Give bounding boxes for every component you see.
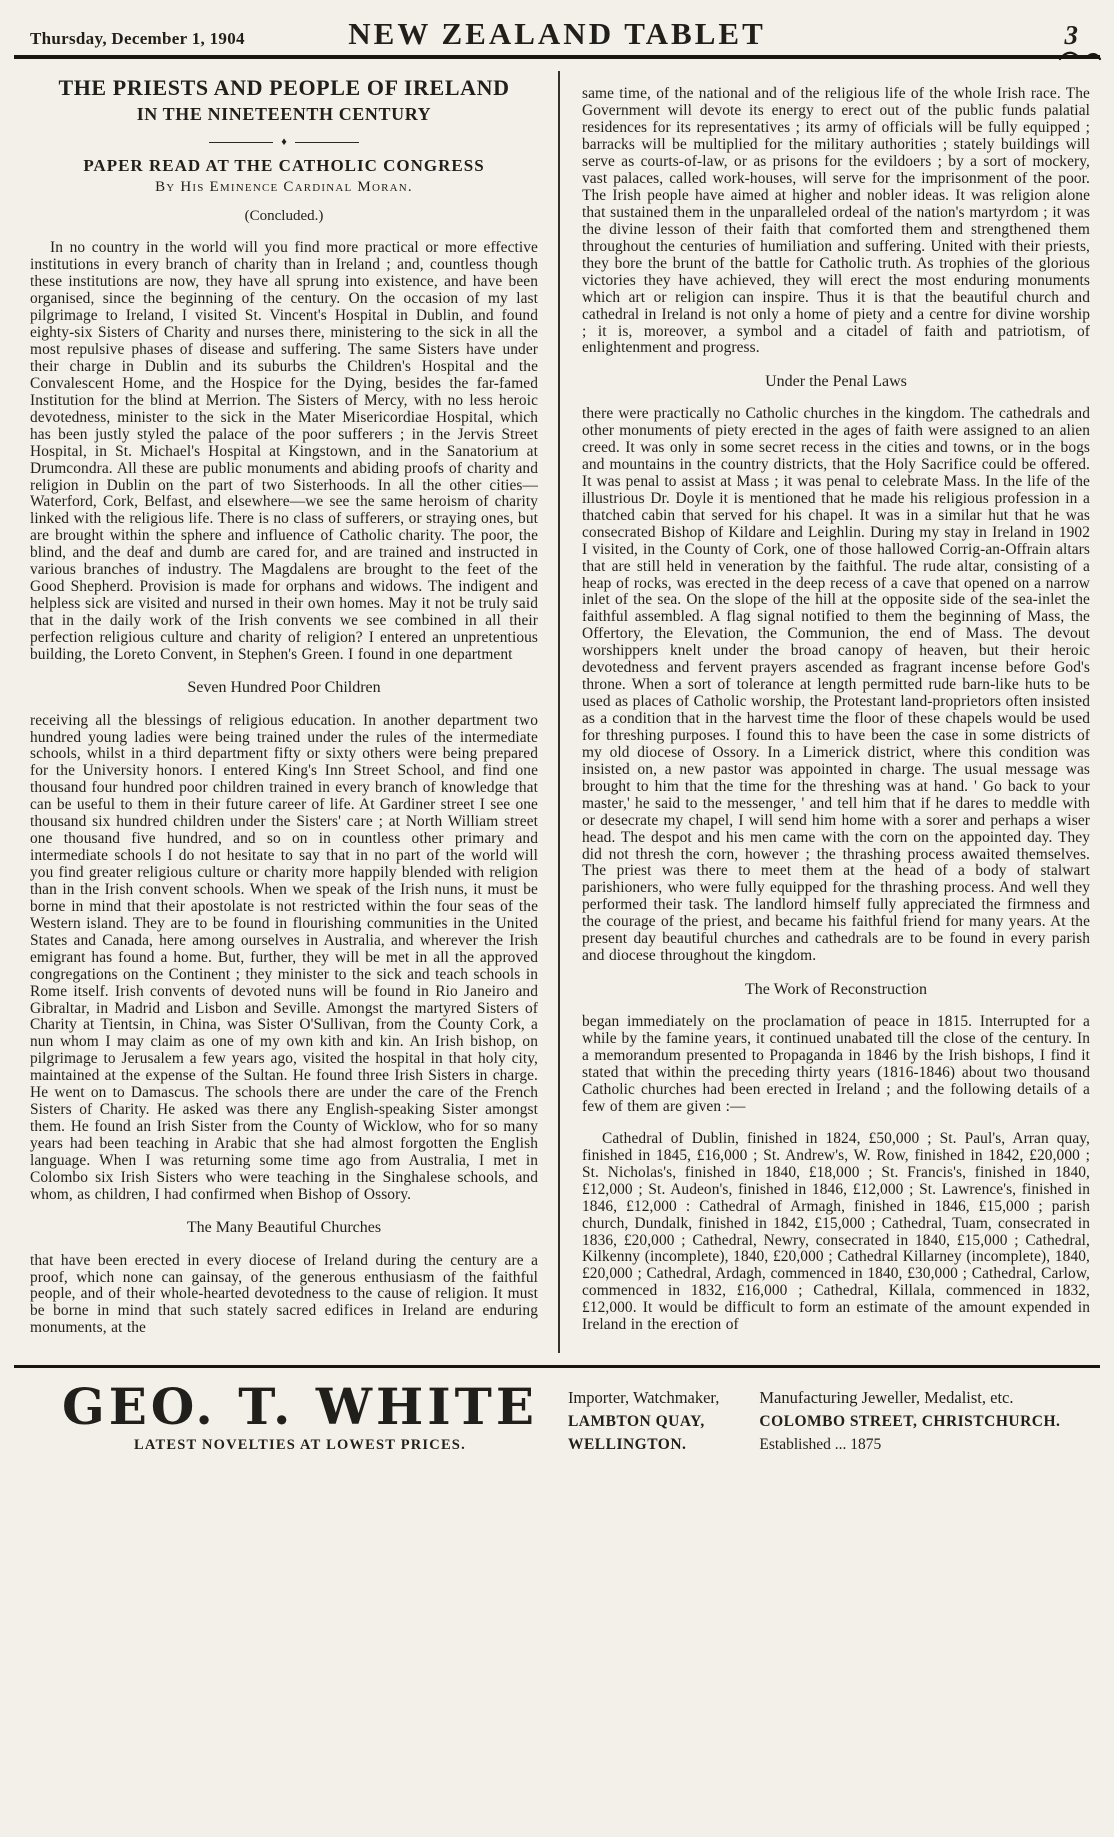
section-heading-reconstruction: The Work of Reconstruction	[745, 980, 927, 998]
left-column	[30, 71, 560, 1353]
right-column	[560, 71, 1090, 1353]
body-paragraph: began immediately on the proclamation of peace in 1815. Interrupted for a while by the famine years, it continued unabated till the close of the century. In a memorandum presented to Propaganda in 1846 by the Irish bishops, I find it stated that within the preceding thirty years (1816-1846) about two thousand Catholic churches had been erected in Ireland ; and the following details of a few of them are given :—	[582, 1012, 1090, 1115]
advertiser-address-wellington-street: LAMBTON QUAY,	[567, 1412, 705, 1430]
section-heading-penal-laws: Under the Penal Laws	[765, 372, 907, 390]
byline: By His Eminence Cardinal Moran.	[155, 179, 413, 195]
section-heading-children: Seven Hundred Poor Children	[187, 679, 381, 697]
rule-flourish-icon	[1058, 47, 1102, 63]
advertiser-name-block	[62, 1376, 538, 1454]
page-header	[0, 0, 1114, 52]
section-heading-churches: The Many Beautiful Churches	[186, 1219, 382, 1237]
masthead-title: NEW ZEALAND TABLET	[348, 16, 766, 51]
advertiser-address-christchurch: COLOMBO STREET, CHRISTCHURCH.	[759, 1412, 1061, 1430]
issue-date: Thursday, December 1, 1904	[30, 29, 245, 48]
advertiser-established: Established ... 1875	[759, 1435, 882, 1453]
body-paragraph: Cathedral of Dublin, finished in 1824, £50,000 ; St. Paul's, Arran quay, finished in 1845, £16,000 ; St. Andrew's, W. Row, finished in 1842, £20,000 ; St. Nicholas's, finished in 1840, £18,000 ; St. Francis's, finished in 1840, £12,000 ; St. Audeon's, finished in 1846, £12,000 ; St. Lawrence's, finished in 1846, £12,000 : Cathedral of Armagh, finished in 1846, £15,000 ; parish church, Dundalk, finished in 1842, £15,000 ; Cathedral, Tuam, consecrated in 1836, £20,000 ; Cathedral, Newry, consecrated in 1840, £15,000 ; Cathedral, Kilkenny (incomplete), 1840, £20,000 ; Cathedral Killarney (incomplete), 1840, £20,000 ; Cathedral, Ardagh, commenced in 1840, £30,000 ; Cathedral, Carlow, commenced in 1832, £16,000 ; Cathedral, Killala, commenced in 1832, £12,000. It would be difficult to form an estimate of the amount expended in Ireland in the erection of	[582, 1129, 1090, 1334]
body-paragraph: same time, of the national and of the religious life of the whole Irish race. The Government will devote its energy to erect out of the public funds palatial residences for its representatives ; its army of officials will be fully equipped ; barracks will be multiplied for the military authorities ; stately buildings will serve as courts-of-law, or as prisons for the evildoers ; by a sort of mockery, vast palaces, called work-houses, will serve for the imprisonment of the poor. The Irish people have aimed at higher and nobler ideas. It was religion alone that sustained them in the unparalleled ordeal of the nation's martyrdom ; it was the divine lesson of their faith that comforted them and strengthened them throughout the centuries of humiliation and suffering. United with their priests, they bore the brunt of the battle for Catholic truth. As trophies of the glorious victories they have achieved, they will erect the most enduring monuments which art or religion can inspire. Thus it is that the beautiful church and cathedral in Ireland is not only a home of piety and a centre for divine worship ; it is, moreover, a symbol and a citadel of faith and patriotism, of enlightenment and progress.	[582, 85, 1090, 357]
advertiser-details	[568, 1382, 1060, 1454]
advertiser-trade-left: Importer, Watchmaker,	[567, 1387, 720, 1407]
article-title-line1: THE PRIESTS AND PEOPLE OF IRELAND	[58, 75, 510, 100]
diamond-ornament-icon: ♦	[281, 136, 287, 148]
ornament-rule-left	[209, 142, 273, 143]
title-ornament	[30, 137, 538, 148]
advertiser-address-wellington-city: WELLINGTON.	[567, 1435, 687, 1453]
advertiser-trade-right: Manufacturing Jeweller, Medalist, etc.	[759, 1387, 1014, 1407]
body-paragraph: In no country in the world will you find more practical or more effective institutions in every branch of charity than in Ireland ; and, countless though these institutions are now, they have all sprung into existence, and have been organised, since the beginning of the century. On the occasion of my last pilgrimage to Ireland, I visited St. Vincent's Hospital in Dublin, and found eighty-six Sisters of Charity and nurses there, ministering to the sick in all the most repulsive phases of disease and suffering. The same Sisters have under their charge in Dublin and its suburbs the Children's Hospital and the Convalescent Home, and the Hospice for the Dying, besides the far-famed Institution for the blind at Merrion. The Sisters of Mercy, with no less heroic devotedness, minister to the sick in the Mater Misericordiae Hospital, which has been justly styled the palace of the poor sufferers ; in the Jervis Street Hospital, in St. Michael's Hospital at Kingstown, and in the Sanatorium at Drumcondra. All these are public monuments and abiding proofs of charity and religion in Dublin on the part of two Sisterhoods. In all the other cities—Waterford, Cork, Belfast, and elsewhere—we see the same heroism of charity linked with the religious life. There is no class of sufferers, or straying ones, but are brought within the sphere and influence of Catholic charity. The poor, the blind, and the deaf and dumb are cared for, and are trained and instructed in various branches of industry. The Magdalens are brought to the feet of the Good Shepherd. Provision is made for orphans and widows. The indigent and helpless sick are visited and nursed in their own homes. May it not be truly said that in the daily work of the Irish convents we see combined in all their perfection religious culture and charity of religion? I entered an unpretentious building, the Loreto Convent, in Stephen's Green. I found in one department	[30, 239, 538, 663]
page-number: 3	[1064, 20, 1078, 50]
article-title-line2: IN THE NINETEENTH CENTURY	[136, 104, 432, 124]
ornament-rule-right	[295, 142, 359, 143]
footer-advertisement	[0, 1368, 1114, 1454]
body-paragraph: that have been erected in every diocese of Ireland during the century are a proof, which none can gainsay, of the generous enthusiasm of the faithful people, and of their whole-hearted devotedness to the cause of religion. It must be borne in mind that such stately sacred edifices in Ireland are enduring monuments, at the	[30, 1251, 538, 1337]
congress-heading: PAPER READ AT THE CATHOLIC CONGRESS	[83, 156, 485, 175]
header-rule	[14, 55, 1100, 59]
body-paragraph: receiving all the blessings of religious education. In another department two hundred young ladies were being trained under the rules of the intermediate schools, whilst in a third department fifty or sixty others were being prepared for the University honors. I entered King's Inn Street School, and find one thousand four hundred poor children trained in every branch of knowledge that can be useful to them in their future career of life. At Gardiner street I see one thousand six hundred children under the Sisters' care ; at North William street one thousand five hundred, and so on in countless other primary and intermediate schools I do not hesitate to say that in no part of the world will you find greater religious culture or charity more happily blended with religion than in the Irish convent schools. When we speak of the Irish nuns, it must be borne in mind that their apostolate is not restricted within the four seas of the Western island. They are to be found in flourishing communities in the United States and Canada, here among ourselves in Australia, and wherever the Irish emigrant has found a home. But, further, they will be met in all the approved congregations on the Continent ; they minister to the sick and teach schools in Rome itself. Irish convents of devoted nuns will be found in Rio Janeiro and Gibraltar, in Madrid and Lisbon and Seville. Amongst the martyred Sisters of Charity at Tientsin, in China, was Sister O'Sullivan, from the County Cork, a nun whom I may claim as one of my own kith and kin. An Irish bishop, on pilgrimage to Jerusalem a few years ago, visited the hospital in that holy city, maintained at the expense of the Sultan. He found three Irish Sisters in charge. He went on to Damascus. The schools there are under the care of the French Sisters of Charity. He asked was there any English-speaking Sister amongst them. He found an Irish Sister from the County of Wicklow, who for so many years had been teaching in Arabic that she had almost forgotten the English language. When I was returning some time ago from Australia, I met in Colombo six Irish Sisters who were teaching in the Singhalese schools, and whom, as children, I had confirmed when Bishop of Ossory.	[30, 711, 538, 1203]
advertiser-tagline: LATEST NOVELTIES AT LOWEST PRICES.	[134, 1436, 466, 1453]
article	[0, 59, 1114, 1353]
advertiser-name: GEO. T. WHITE	[62, 1376, 538, 1436]
body-paragraph: there were practically no Catholic churches in the kingdom. The cathedrals and other monuments of piety erected in the ages of faith were assigned to an alien creed. It was only in some secret recess in the cities and towns, or in the bogs and mountains in the country districts, that the Holy Sacrifice could be offered. It was penal to assist at Mass ; it was penal to celebrate Mass. In the life of the illustrious Dr. Doyle it is mentioned that he made his religious profession in a thatched cabin that served for his chapel. It was in a similar hut that he was consecrated Bishop of Kildare and Leighlin. During my stay in Ireland in 1902 I visited, in the County of Cork, one of those hallowed Corrig-an-Offrain altars that are still held in veneration by the faithful. The rude altar, consisting of a heap of rocks, was erected in the deep recess of a cave that opened on a narrow inlet of the sea. On the slope of the hill at the opposite side of the sea-inlet the faithful assembled. A flag signal notified to them the beginning of Mass, the Offertory, the Elevation, the Communion, the end of Mass. The devout worshippers knelt under the broad canopy of heaven, but their heroic devotedness and fervent prayers ascended as fragrant incense before God's throne. When a sort of tolerance at length permitted rude barn-like huts to be used as places of Catholic worship, the Protestant land-proprietors often insisted as a condition that in the harvest time the floor of these chapels would be used for threshing purposes. I found this to have been the case in some districts of my old diocese of Ossory. In a Limerick district, where this condition was insisted on, a new pastor was appointed in charge. The usual message was brought to him that the time for the threshing was at hand. ' Go back to your master,' he said to the messenger, ' and tell him that if he dares to meddle with or desecrate my chapel, I will send him home with a sorer and perhaps a wiser head. The despot and his men came with the corn on the appointed day. They did not thresh the corn, however ; the thrashing process awaited themselves. The priest was there to meet them at the head of a body of stalwart parishioners, who were fully equipped for the thrashing process. And well they performed their task. The landlord himself fully appreciated the firmness and the courage of the priest, and became his faithful friend for many years. At the present day beautiful churches and cathedrals are to be found in every parish and diocese throughout the kingdom.	[582, 405, 1090, 965]
concluded-note: (Concluded.)	[244, 208, 324, 224]
